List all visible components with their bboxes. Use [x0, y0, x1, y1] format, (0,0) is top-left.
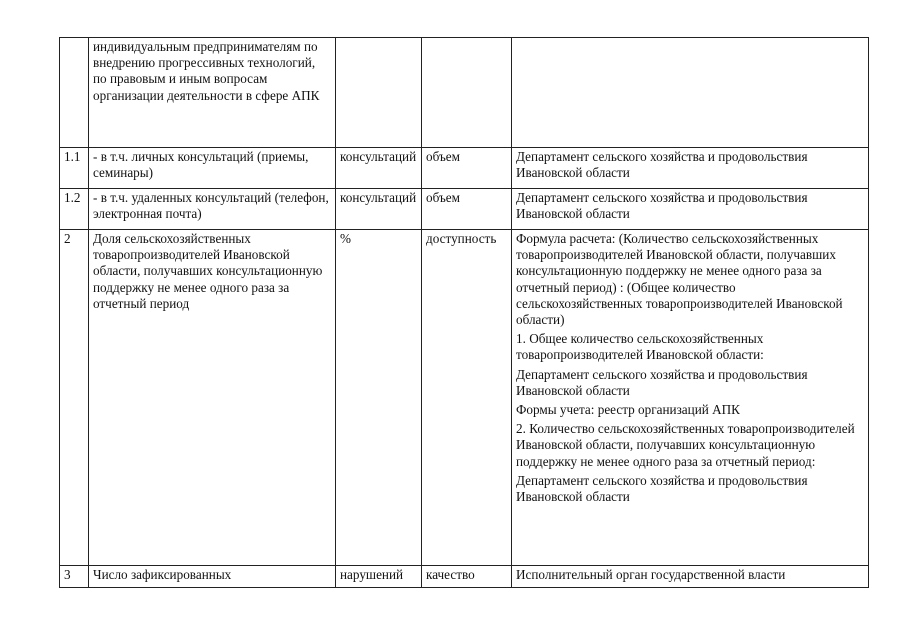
table-row [60, 566, 869, 588]
type-cell: объем [422, 189, 512, 230]
source-cell [512, 38, 869, 148]
type-cell: доступность [422, 230, 512, 566]
row-number: 2 [60, 230, 89, 566]
source-text: Департамент сельского хозяйства и продовольствия Ивановской области [516, 149, 808, 181]
indicators-table [59, 37, 869, 588]
table-row [60, 148, 869, 189]
unit-cell: консультаций [336, 189, 422, 230]
source-text: 1. Общее количество сельскохозяйственных товаропроизводителей Ивановской области: [516, 331, 764, 363]
indicator-name: Число зафиксированных [89, 566, 336, 588]
formula-text: Формула расчета: (Количество сельскохозяйственных товаропроизводителей Ивановской области, получавших консультационную поддержку не менее одного раза за отчетный период) : (Общее количество сельскохозяйственных товаропроизводителей Ивановской области) [516, 231, 843, 328]
type-cell: объем [422, 148, 512, 189]
table-row [60, 189, 869, 230]
source-text: Департамент сельского хозяйства и продовольствия Ивановской области [516, 190, 808, 222]
source-text: Департамент сельского хозяйства и продовольствия Ивановской области [516, 472, 808, 505]
row-number: 1.1 [60, 148, 89, 189]
unit-cell [336, 38, 422, 148]
indicator-name: Доля сельскохозяйственных товаропроизводителей Ивановской области, получавших консультационную поддержку не менее одного раза за отчетный период [89, 230, 336, 566]
table-row [60, 38, 869, 148]
source-cell [512, 148, 869, 189]
indicator-name: - в т.ч. удаленных консультаций (телефон, электронная почта) [89, 189, 336, 230]
row-number: 3 [60, 566, 89, 588]
source-cell [512, 230, 869, 566]
unit-cell: нарушений [336, 566, 422, 588]
indicator-name: индивидуальным предпринимателям по внедрению прогрессивных технологий, по правовым и иным вопросам организации деятельности в сфере АПК [89, 38, 336, 148]
source-cell [512, 189, 869, 230]
table-row [60, 230, 869, 566]
row-number: 1.2 [60, 189, 89, 230]
row-number [60, 38, 89, 148]
source-text: Департамент сельского хозяйства и продовольствия Ивановской области [516, 366, 808, 398]
source-cell [512, 566, 869, 588]
type-cell [422, 38, 512, 148]
type-cell: качество [422, 566, 512, 588]
indicator-name: - в т.ч. личных консультаций (приемы, семинары) [89, 148, 336, 189]
unit-cell: % [336, 230, 422, 566]
source-text: Исполнительный орган государственной власти [516, 567, 786, 582]
source-text: 2. Количество сельскохозяйственных товаропроизводителей Ивановской области, получавших консультационную поддержку не менее одного раза за отчетный период: [516, 421, 855, 469]
source-text: Формы учета: реестр организаций АПК [516, 402, 740, 418]
unit-cell: консультаций [336, 148, 422, 189]
